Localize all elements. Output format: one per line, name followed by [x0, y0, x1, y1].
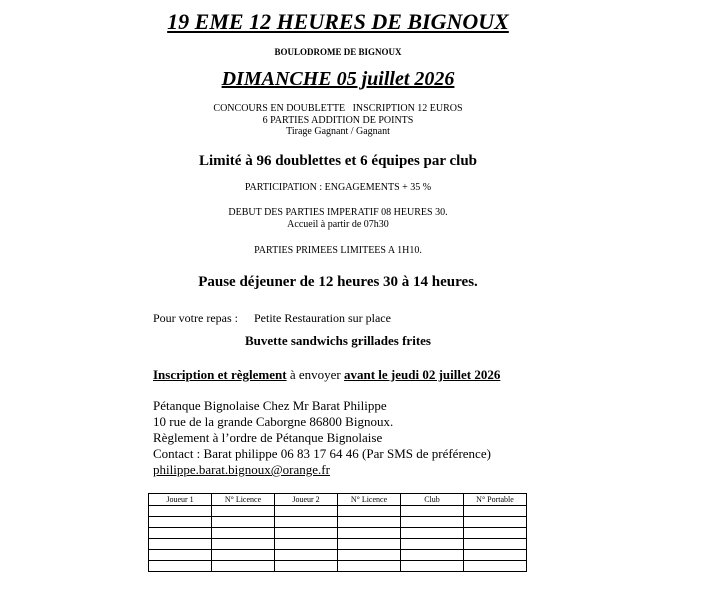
- table-row: [149, 506, 527, 517]
- table-row: [149, 528, 527, 539]
- header-licence-1: N° Licence: [212, 494, 275, 506]
- table-cell[interactable]: [149, 550, 212, 561]
- table-cell[interactable]: [464, 550, 527, 561]
- start-line-2: Accueil à partir de 07h30: [287, 218, 389, 230]
- team-limit: Limité à 96 doublettes et 6 équipes par club: [198, 153, 478, 169]
- contact-email-link[interactable]: philippe.barat.bignoux@orange.fr: [153, 462, 330, 477]
- format-type: CONCOURS EN DOUBLETTE: [213, 103, 346, 114]
- start-time-block: [0, 207, 676, 230]
- venue-name: BOULODROME DE BIGNOUX: [274, 47, 402, 57]
- lunch-break: Pause déjeuner de 12 heures 30 à 14 heures.: [198, 274, 478, 290]
- table-cell[interactable]: [275, 561, 338, 572]
- table-cell[interactable]: [338, 561, 401, 572]
- table-cell[interactable]: [401, 561, 464, 572]
- table-cell[interactable]: [149, 561, 212, 572]
- header-licence-2: N° Licence: [338, 494, 401, 506]
- table-cell[interactable]: [212, 528, 275, 539]
- table-cell[interactable]: [464, 561, 527, 572]
- event-title: 19 EME 12 HEURES DE BIGNOUX: [167, 9, 509, 34]
- table-cell[interactable]: [275, 506, 338, 517]
- table-cell[interactable]: [275, 550, 338, 561]
- table-cell[interactable]: [401, 517, 464, 528]
- table-row: [149, 517, 527, 528]
- table-header-row: [149, 494, 527, 506]
- contact-line-4: Contact : Barat philippe 06 83 17 64 46 (Par SMS de préférence): [153, 446, 491, 461]
- table-cell[interactable]: [338, 539, 401, 550]
- table-cell[interactable]: [149, 506, 212, 517]
- table-cell[interactable]: [401, 506, 464, 517]
- meal-value: Petite Restauration sur place: [253, 311, 391, 325]
- table-row: [149, 539, 527, 550]
- table-cell[interactable]: [212, 561, 275, 572]
- table-cell[interactable]: [401, 528, 464, 539]
- registration-mid: à envoyer: [289, 367, 341, 382]
- meal-line: [153, 311, 391, 326]
- header-joueur-2: Joueur 2: [275, 494, 338, 506]
- primees-text: PARTIES PRIMEES LIMITEES A 1H10.: [254, 245, 422, 256]
- header-joueur-1: Joueur 1: [149, 494, 212, 506]
- meal-label: Pour votre repas :: [153, 311, 238, 325]
- format-fee: INSCRIPTION 12 EUROS: [352, 103, 463, 114]
- table-cell[interactable]: [338, 550, 401, 561]
- table-cell[interactable]: [212, 539, 275, 550]
- table-cell[interactable]: [464, 539, 527, 550]
- registration-deadline: avant le jeudi 02 juillet 2026: [343, 367, 501, 382]
- registration-table: [148, 493, 527, 572]
- table-cell[interactable]: [149, 528, 212, 539]
- format-line-3: Tirage Gagnant / Gagnant: [286, 126, 390, 137]
- header-club: Club: [401, 494, 464, 506]
- format-block: [0, 103, 676, 138]
- table-cell[interactable]: [338, 506, 401, 517]
- table-cell[interactable]: [212, 517, 275, 528]
- table-row: [149, 550, 527, 561]
- registration-title: Inscription et règlement: [153, 367, 287, 382]
- table-cell[interactable]: [149, 517, 212, 528]
- format-line-1: [0, 103, 676, 115]
- table-cell[interactable]: [464, 528, 527, 539]
- contact-line-3: Règlement à l’ordre de Pétanque Bignolaise: [153, 430, 383, 445]
- event-date: DIMANCHE 05 juillet 2026: [221, 68, 455, 90]
- table-cell[interactable]: [464, 506, 527, 517]
- header-portable: N° Portable: [464, 494, 527, 506]
- table-cell[interactable]: [275, 539, 338, 550]
- participation-text: PARTICIPATION : ENGAGEMENTS + 35 %: [244, 182, 432, 193]
- table-cell[interactable]: [275, 517, 338, 528]
- buvette-text: Buvette sandwichs grillades frites: [245, 333, 431, 348]
- table-cell[interactable]: [275, 528, 338, 539]
- registration-line: [153, 367, 500, 383]
- table-cell[interactable]: [212, 550, 275, 561]
- format-line-2: 6 PARTIES ADDITION DE POINTS: [262, 114, 414, 126]
- start-line-1: DEBUT DES PARTIES IMPERATIF 08 HEURES 30.: [228, 207, 448, 218]
- table-cell[interactable]: [401, 539, 464, 550]
- contact-line-1: Pétanque Bignolaise Chez Mr Barat Philippe: [153, 398, 387, 413]
- table-cell[interactable]: [338, 528, 401, 539]
- contact-block: [153, 398, 491, 478]
- table-cell[interactable]: [149, 539, 212, 550]
- table-cell[interactable]: [212, 506, 275, 517]
- table-cell[interactable]: [338, 517, 401, 528]
- table-row: [149, 561, 527, 572]
- table-cell[interactable]: [401, 550, 464, 561]
- table-cell[interactable]: [464, 517, 527, 528]
- contact-line-2: 10 rue de la grande Caborgne 86800 Bignoux.: [153, 414, 394, 429]
